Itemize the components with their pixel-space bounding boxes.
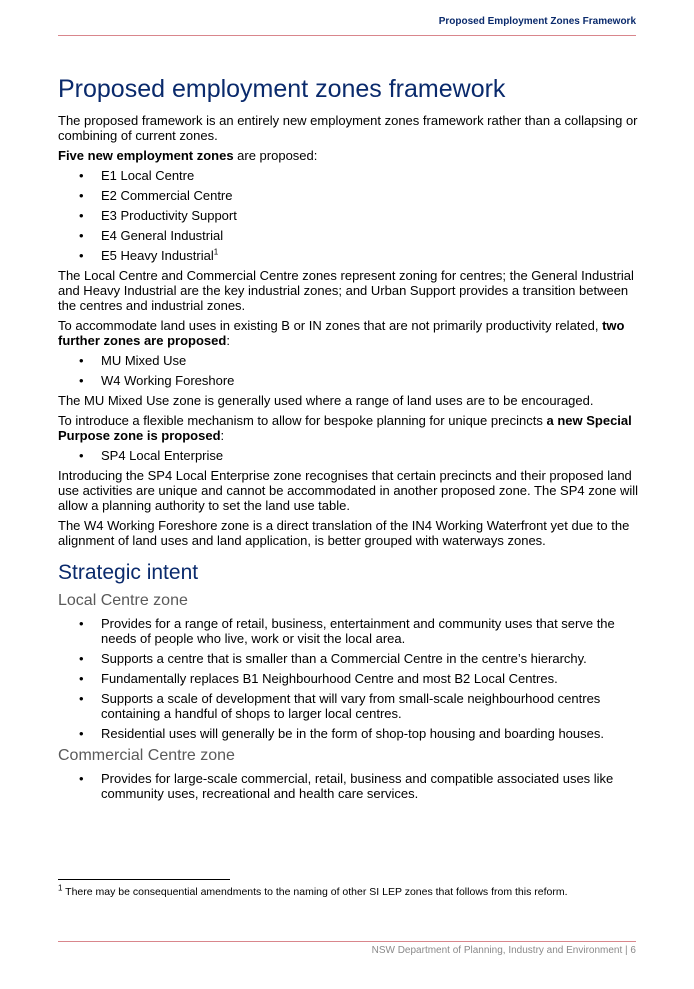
list-item: • MU Mixed Use [58, 353, 640, 368]
five-zones-bold: Five new employment zones [58, 148, 234, 163]
sp4-paragraph: Introducing the SP4 Local Enterprise zone recognises that certain precincts and their proposed land use activities are unique and cannot be accommodated in another proposed zone. The SP4 zone will allow a planning authority to set the land use table. [58, 468, 639, 513]
list-item: • Supports a scale of development that will vary from small-scale neighbourhood centres containing a handful of shops to larger local centres. [58, 691, 640, 721]
page-footer: NSW Department of Planning, Industry and Environment | 6 [371, 945, 636, 956]
zones-paragraph: The Local Centre and Commercial Centre zones represent zoning for centres; the General Industrial and Heavy Industrial are the key industrial zones; and Urban Support provides a transition between the centres and industrial zones. [58, 268, 634, 313]
list-item: • E3 Productivity Support [58, 208, 640, 223]
header-rule [58, 35, 636, 36]
further-zones-text: To accommodate land uses in existing B or IN zones that are not primarily productivity related, [58, 318, 603, 333]
footnote-text: There may be consequential amendments to the naming of other SI LEP zones that follows from this reform. [62, 886, 568, 898]
special-zone-lead [58, 413, 640, 443]
list-item: • Provides for a range of retail, business, entertainment and community uses that serve the needs of people who live, work or visit the local area. [58, 616, 640, 646]
further-zones-lead [58, 318, 640, 348]
intro-paragraph: The proposed framework is an entirely new employment zones framework rather than a collapsing or combining of current zones. [58, 113, 638, 143]
strategic-intent-heading: Strategic intent [58, 561, 199, 584]
list-item: • Residential uses will generally be in the form of shop-top housing and boarding houses. [58, 726, 640, 741]
commercial-centre-heading: Commercial Centre zone [58, 747, 235, 764]
list-item-text: E5 Heavy Industrial [101, 248, 214, 263]
list-item: • Supports a centre that is smaller than a Commercial Centre in the centre’s hierarchy. [58, 651, 640, 666]
list-item: • SP4 Local Enterprise [58, 448, 640, 463]
five-zones-rest: are proposed: [233, 148, 318, 163]
list-item: • E1 Local Centre [58, 168, 640, 183]
commercial-centre-list [58, 771, 640, 801]
footnote [58, 883, 618, 899]
footnote-rule [58, 879, 230, 880]
running-header: Proposed Employment Zones Framework [438, 16, 636, 27]
special-zone-list [58, 448, 640, 463]
list-item: • E2 Commercial Centre [58, 188, 640, 203]
footnote-marker: 1 [58, 883, 63, 893]
colon: : [226, 333, 230, 348]
local-centre-list [58, 616, 640, 741]
footer-rule [58, 941, 636, 942]
footnote-reference[interactable]: 1 [213, 247, 219, 257]
page-title: Proposed employment zones framework [58, 75, 506, 103]
special-lead-bold: a new Special Purpose zone is proposed [58, 413, 632, 443]
special-lead-text: To introduce a flexible mechanism to allow for bespoke planning for unique precincts [58, 413, 547, 428]
list-item: • E4 General Industrial [58, 228, 640, 243]
page-content [58, 74, 640, 806]
five-zones-lead [58, 148, 640, 163]
list-item: • Provides for large-scale commercial, retail, business and compatible associated uses like community uses, recreational and health care services. [58, 771, 640, 801]
list-item [58, 248, 640, 263]
w4-paragraph: The W4 Working Foreshore zone is a direct translation of the IN4 Working Waterfront yet due to the alignment of land uses and land application, is better grouped with waterways zones. [58, 518, 630, 548]
mixed-use-paragraph: The MU Mixed Use zone is generally used where a range of land uses are to be encouraged. [58, 393, 594, 408]
further-zones-bold: two further zones are proposed [58, 318, 625, 348]
colon: : [220, 428, 225, 443]
list-item: • W4 Working Foreshore [58, 373, 640, 388]
list-item: • Fundamentally replaces B1 Neighbourhood Centre and most B2 Local Centres. [58, 671, 640, 686]
employment-zone-list [58, 168, 640, 263]
further-zone-list [58, 353, 640, 388]
local-centre-heading: Local Centre zone [58, 592, 188, 609]
